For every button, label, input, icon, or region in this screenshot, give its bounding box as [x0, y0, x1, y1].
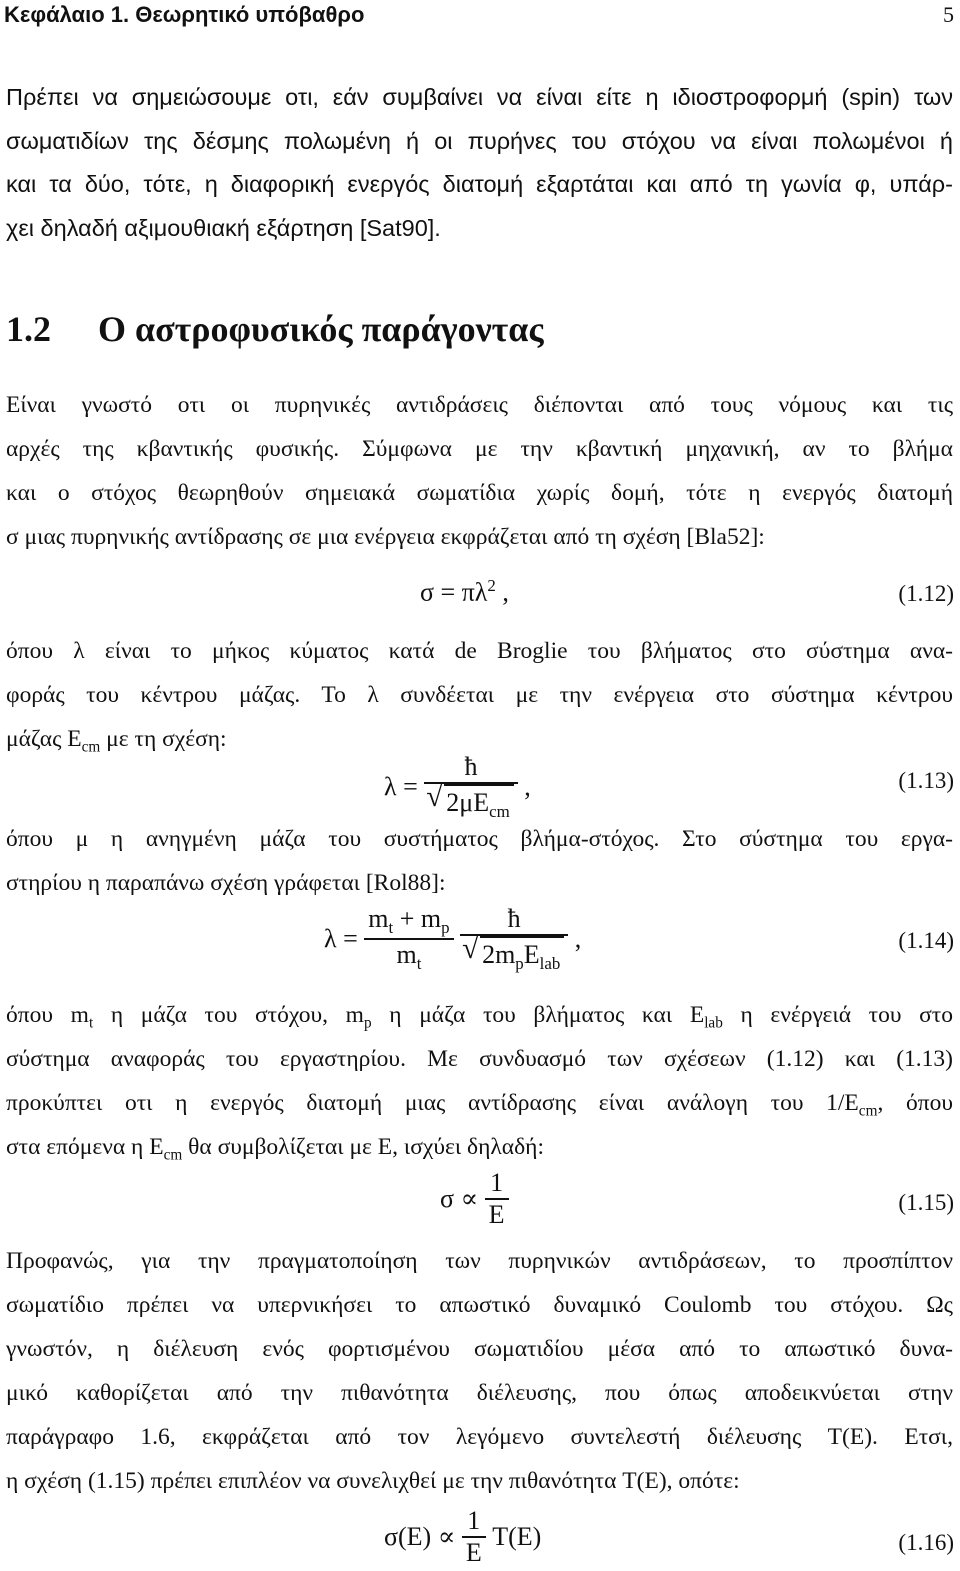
paragraph-line: φοράς του κέντρου μάζας. Το λ συνδέεται με την ενέργεια στο σύστημα κέντρου: [6, 682, 953, 708]
subscript: cm: [858, 1102, 878, 1120]
paragraph-line: και ο στόχος θεωρηθούν σημειακά σωματίδια χωρίς δομή, τότε η ενεργός διατομή: [6, 480, 953, 506]
eq-lhs: σ ∝: [440, 1184, 479, 1213]
denominator: [364, 940, 453, 974]
subscript: p: [441, 918, 450, 938]
eq-superscript: 2: [487, 576, 496, 595]
eq-tail: ,: [524, 772, 531, 802]
denominator: [460, 936, 568, 974]
paragraph-line: Προφανώς, για την πραγματοποίηση των πυρηνικών αντιδράσεων, το προσπίπτον: [6, 1248, 953, 1274]
text-span: μάζας E: [6, 726, 82, 752]
fraction: [364, 904, 453, 974]
paragraph-line: σ μιας πυρηνικής αντίδρασης σε μια ενέργεια εκφράζεται από τη σχέση [Bla52]:: [6, 524, 765, 550]
sqrt-sign: [480, 936, 564, 974]
eq-tail: ,: [574, 924, 582, 954]
eq-rhs: T(E): [492, 1522, 542, 1551]
eq-tail: ,: [495, 577, 509, 607]
subscript: t: [388, 918, 394, 938]
equation-1-14: [324, 904, 581, 974]
text-span: με τη σχέση:: [100, 726, 227, 752]
text-span: + m: [393, 904, 442, 933]
subscript: p: [515, 954, 524, 974]
paragraph-line: η σχέση (1.15) πρέπει επιπλέον να συνελιχθεί με την πιθανότητα T(E), οπότε:: [6, 1468, 740, 1494]
eq-lhs: σ(E) ∝: [384, 1522, 456, 1551]
subscript: cm: [163, 1146, 183, 1164]
paragraph-line: χει δηλαδή αξιμουθιακή εξάρτηση [Sat90].: [6, 215, 441, 241]
paragraph-line: στηρίου η παραπάνω σχέση γράφεται [Rol88]:: [6, 870, 446, 896]
paragraph-line: γνωστόν, η διέλευση ενός φορτισμένου σωματιδίου μέσα από το απωστικό δυνα-: [6, 1336, 953, 1362]
numerator: 1: [490, 1168, 504, 1197]
subscript: cm: [81, 738, 101, 756]
equation-1-12: [420, 576, 509, 608]
paragraph-line: μικό καθορίζεται από την πιθανότητα διέλευσης, που όπως αποδεικνύεται στην: [6, 1380, 953, 1406]
subscript: lab: [704, 1014, 723, 1032]
equation-1-16: [384, 1506, 541, 1568]
numerator: 1: [467, 1506, 481, 1535]
text-span: όπου m: [6, 1002, 89, 1028]
paragraph-line: [6, 1090, 953, 1121]
section-number: 1.2: [6, 309, 51, 349]
paragraph-line: σωματιδίων της δέσμης πολωμένη ή οι πυρήνες του στόχου να είναι πολωμένοι ή: [6, 128, 953, 154]
numerator: [364, 904, 453, 938]
fraction: [485, 1168, 509, 1230]
eq-lhs: σ = πλ: [420, 577, 488, 607]
denominator: E: [488, 1200, 505, 1229]
section-title: Ο αστροφυσικός παράγοντας: [98, 309, 544, 349]
text-span: η μάζα του βλήματος και E: [371, 1002, 705, 1028]
text-span: m: [396, 940, 417, 970]
subscript: p: [363, 1014, 372, 1032]
paragraph-line: όπου μ η ανηγμένη μάζα του συστήματος βλήμα-στόχος. Στο σύστημα του εργα-: [6, 826, 953, 852]
text-span: θα συμβολίζεται με E, ισχύει δηλαδή:: [182, 1134, 544, 1160]
paragraph-line: [6, 1134, 544, 1165]
fraction: [460, 904, 568, 974]
equation-number: (1.15): [898, 1190, 954, 1215]
paragraph-line: Είναι γνωστό οτι οι πυρηνικές αντιδράσεις διέπονται από τους νόμους και τις: [6, 392, 953, 418]
fraction: [462, 1506, 486, 1568]
fraction: [424, 752, 517, 822]
numerator: ħ: [507, 904, 521, 934]
paragraph-line: και τα δύο, τότε, η διαφορική ενεργός διατομή εξαρτάται και από τη γωνία φ, υπάρ-: [6, 171, 953, 197]
subscript: cm: [489, 802, 510, 822]
equation-number: (1.13): [898, 768, 954, 793]
text-span: η μάζα του στόχου, m: [93, 1002, 364, 1028]
denominator: [424, 784, 517, 822]
equation-number: (1.14): [898, 928, 954, 953]
paragraph-line: [6, 1002, 953, 1033]
denominator: E: [465, 1538, 482, 1567]
subscript: lab: [539, 954, 561, 974]
paragraph-line: σύστημα αναφοράς του εργαστηρίου. Με συνδυασμό των σχέσεων (1.12) και (1.13): [6, 1046, 953, 1072]
running-header: [4, 0, 954, 32]
paragraph-line: όπου λ είναι το μήκος κύματος κατά de Broglie του βλήματος στο σύστημα ανα-: [6, 638, 953, 664]
sqrt-sign: [444, 784, 513, 822]
text-span: 2μE: [446, 788, 490, 817]
paragraph-line: σωματίδιο πρέπει να υπερνικήσει το απωστικό δυναμικό Coulomb του στόχου. Ως: [6, 1292, 953, 1318]
text-span: E: [523, 940, 540, 970]
section-heading: [6, 308, 544, 350]
numerator: ħ: [464, 752, 478, 781]
page-number: 5: [943, 2, 954, 27]
text-span: 2m: [482, 940, 516, 970]
text-span: η ενέργειά του στο: [722, 1002, 953, 1028]
chapter-title: Κεφάλαιο 1. Θεωρητικό υπόβαθρο: [4, 2, 365, 27]
paragraph-line: Πρέπει να σημειώσουμε οτι, εάν συμβαίνει να είναι είτε η ιδιοστροφορμή (spin) των: [6, 84, 953, 110]
paragraph-line: [6, 726, 227, 757]
equation-number: (1.12): [898, 581, 954, 606]
equation-1-13: [384, 752, 531, 822]
equation-1-15: [440, 1168, 509, 1230]
text-span: , όπου: [877, 1090, 954, 1116]
subscript: t: [88, 1014, 94, 1032]
eq-lhs: λ =: [324, 924, 358, 954]
text-span: στα επόμενα η E: [6, 1134, 164, 1160]
paragraph-line: αρχές της κβαντικής φυσικής. Σύμφωνα με την κβαντική μηχανική, αν το βλήμα: [6, 436, 953, 462]
paragraph-line: παράγραφο 1.6, εκφράζεται από τον λεγόμενο συντελεστή διέλευσης T(E). Ετσι,: [6, 1424, 953, 1450]
eq-lhs: λ =: [384, 772, 418, 802]
equation-number: (1.16): [898, 1530, 954, 1555]
text-span: m: [368, 904, 389, 933]
subscript: t: [416, 954, 422, 974]
text-span: προκύπτει οτι η ενεργός διατομή μιας αντίδρασης είναι ανάλογη του 1/E: [6, 1090, 859, 1116]
